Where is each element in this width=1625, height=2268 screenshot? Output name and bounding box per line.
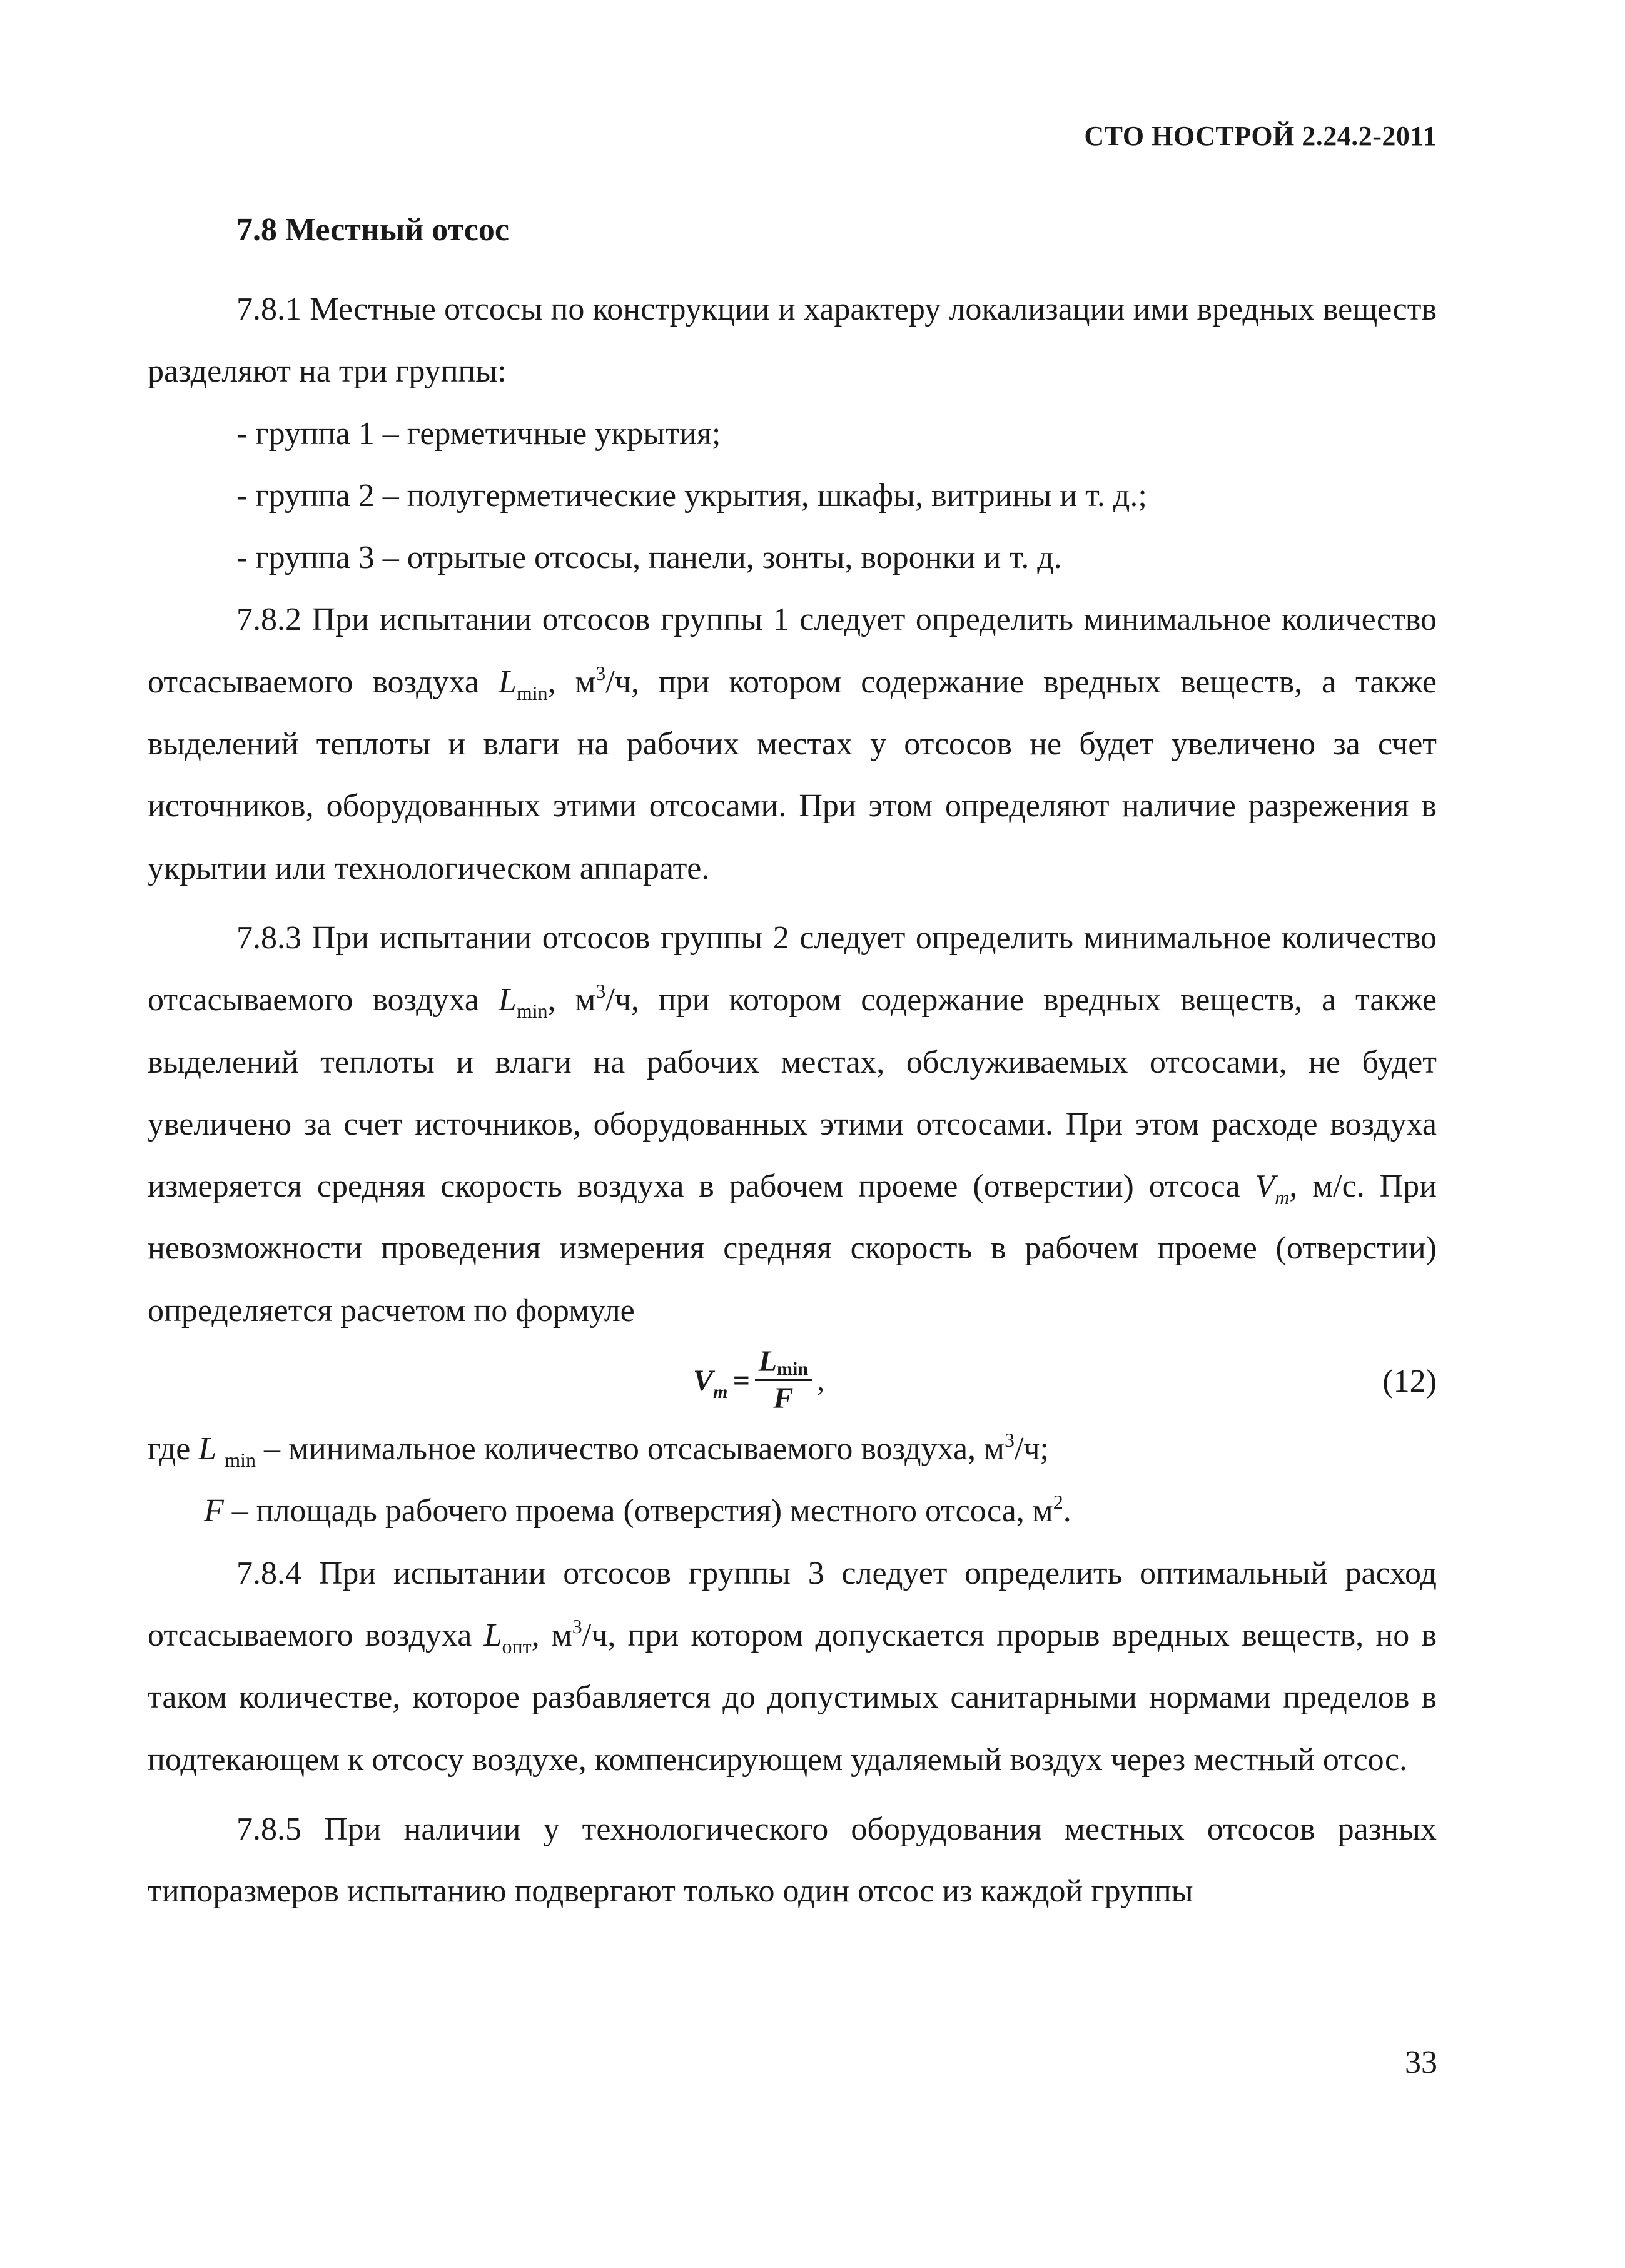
section-title: 7.8 Местный отсос bbox=[236, 212, 509, 248]
formula-expression: $V_m$ = $\frac{L_{min}}{F}$ , bbox=[693, 1345, 825, 1415]
where-line-f: F – площадь рабочего проема (отверстия) местного отсоса, $м^2$. bbox=[204, 1491, 1071, 1529]
formula-12 bbox=[148, 1342, 1437, 1418]
page-number: 33 bbox=[1405, 2045, 1437, 2080]
paragraph-7-8-4: 7.8.4 При испытании отсосов группы 3 следует определить оптимальный расход отсасываемого воздуха $L_{опт}$, $м^3/ч$, при котором допускается прорыв вредных веществ, но в таком количестве, которое разбавляется до допустимых санитарными нормами пределов в подтекающем к отсосу воздухе, компенсирующем удаляемый воздух через местный отсос. bbox=[148, 1555, 1437, 1778]
group-item-2: - группа 2 – полугерметические укрытия, шкафы, витрины и т. д.; bbox=[236, 477, 1147, 514]
group-item-1: - группа 1 – герметичные укрытия; bbox=[236, 415, 721, 452]
group-item-3: - группа 3 – отрытые отсосы, панели, зонты, воронки и т. д. bbox=[236, 540, 1062, 576]
paragraph-7-8-2: 7.8.2 При испытании отсосов группы 1 следует определить минимальное количество отсасываемого воздуха $L_{min}$, $м^3/ч$, при котором содержание вредных веществ, а также выделений теплоты и влаги на рабочих местах у отсосов не будет увеличено за счет источников, оборудованных этими отсосами. При этом определяют наличие разрежения в укрытии или технологическом аппарате. bbox=[148, 602, 1437, 886]
equation-number: (12) bbox=[1382, 1364, 1437, 1400]
body-text bbox=[148, 278, 1437, 1922]
paragraph-7-8-5: 7.8.5 При наличии у технологического оборудования местных отсосов разных типоразмеров испытанию подвергают только один отсос из каждой группы bbox=[148, 1811, 1437, 1910]
paragraph-7-8-3: 7.8.3 При испытании отсосов группы 2 следует определить минимальное количество отсасываемого воздуха $L_{min}$, $м^3/ч$, при котором содержание вредных веществ, а также выделений теплоты и влаги на рабочих местах, обслуживаемых отсосами, не будет увеличено за счет источников, оборудованных этими отсосами. При этом расходе воздуха измеряется средняя скорость воздуха в рабочем проеме (отверстии) отсоса $V_m$, м/с. При невозможности проведения измерения средняя скорость в рабочем проеме (отверстии) определяется расчетом по формуле bbox=[148, 919, 1437, 1329]
where-line-l-min: где L $_{min}$ – минимальное количество отсасываемого воздуха, $м^3/ч$; bbox=[148, 1429, 1049, 1472]
paragraph-7-8-1: 7.8.1 Местные отсосы по конструкции и характеру локализации ими вредных веществ разделяют на три группы: bbox=[148, 291, 1437, 390]
formula-fraction: $\frac{L_{min}}{F}$ bbox=[755, 1345, 812, 1416]
document-code-header: СТО НОСТРОЙ 2.24.2-2011 bbox=[1084, 121, 1437, 151]
